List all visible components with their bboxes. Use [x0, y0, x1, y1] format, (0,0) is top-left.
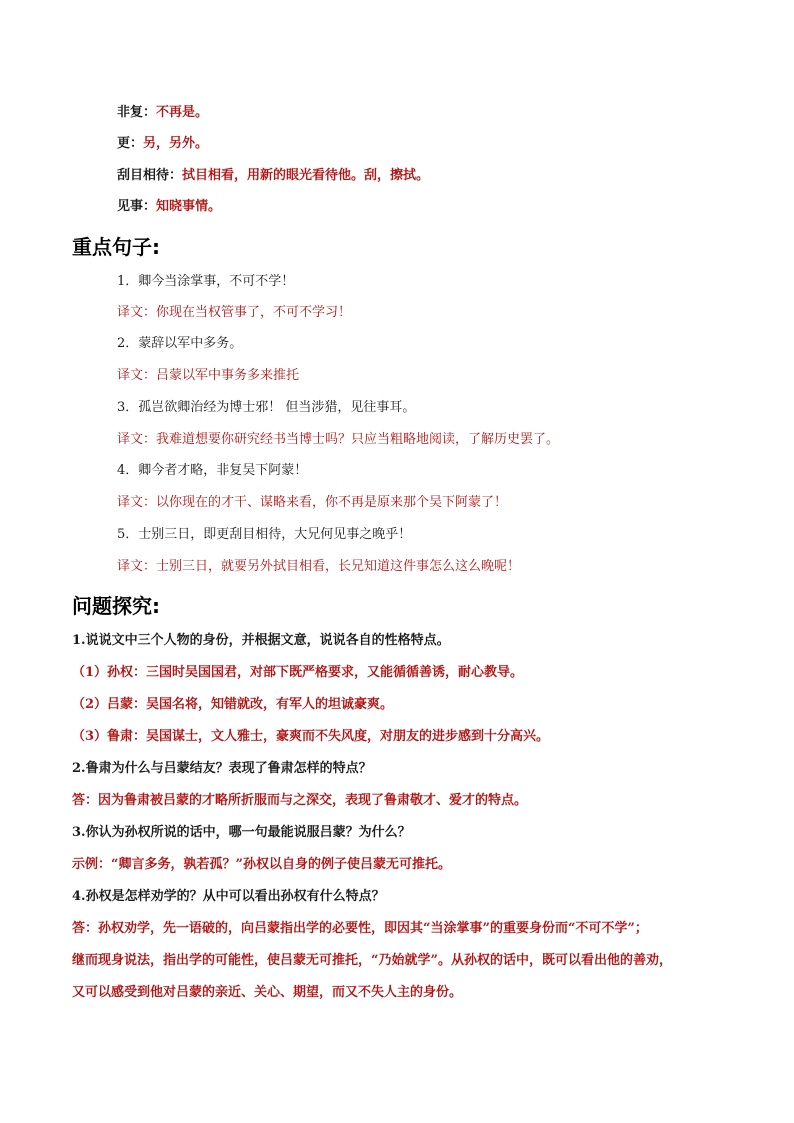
question-2: 2.鲁肃为什么与吕蒙结友？表现了鲁肃怎样的特点？ — [72, 761, 372, 776]
vocab-term: 非复： — [117, 105, 157, 120]
vocab-item — [117, 197, 221, 217]
vocab-definition: 另，另外。 — [143, 136, 209, 151]
sentence-number: 2． — [117, 336, 139, 351]
sentence-item — [117, 334, 242, 354]
vocab-definition: 知晓事情。 — [156, 199, 222, 214]
question-1: 1.说说文中三个人物的身份，并根据文意，说说各自的性格特点。 — [72, 633, 450, 648]
section-heading-inquiry: 问题探究: — [72, 594, 160, 618]
answer-line: 示例：“卿言多务，孰若孤？”孙权以自身的例子使吕蒙无可推托。 — [72, 857, 451, 872]
sentence-translation: 译文：士别三日，就要另外拭目相看，长兄知道这件事怎么这么晚呢！ — [117, 559, 521, 574]
answer-line: 答：因为鲁肃被吕蒙的才略所折服而与之深交，表现了鲁肃敬才、爱才的特点。 — [72, 793, 528, 808]
sentence-number: 3． — [117, 400, 139, 415]
vocab-definition: 拭目相看，用新的眼光看待他。刮，擦拭。 — [182, 168, 430, 183]
answer-line: 继而现身说法，指出学的可能性，使吕蒙无可推托，“乃始就学”。从孙权的话中，既可以看出他的善劝， — [72, 953, 672, 968]
question-3: 3.你认为孙权所说的话中，哪一句最能说服吕蒙？为什么？ — [72, 825, 411, 840]
answer-line: 又可以感受到他对吕蒙的亲近、关心、期望，而又不失人主的身份。 — [72, 985, 463, 1000]
sentence-item — [117, 272, 294, 292]
sentence-item — [117, 398, 415, 418]
question-4: 4.孙权是怎样劝学的？从中可以看出孙权有什么特点？ — [72, 889, 385, 904]
vocab-term: 刮目相待： — [117, 168, 183, 183]
answer-line: （2）吕蒙：吴国名将，知错就改，有军人的坦诚豪爽。 — [72, 697, 394, 712]
vocab-term: 更： — [117, 136, 144, 151]
vocab-definition: 不再是。 — [156, 105, 209, 120]
vocab-item — [117, 134, 208, 154]
sentence-item — [117, 525, 411, 545]
sentence-item — [117, 461, 307, 481]
answer-line: 答：孙权劝学，先一语破的，向吕蒙指出学的必要性，即因其“当涂掌事”的重要身份而“不可不学”； — [72, 921, 648, 936]
sentence-text: 蒙辞以军中多务。 — [138, 336, 243, 351]
answer-line: （3）鲁肃：吴国谋士，文人雅士，豪爽而不失风度，对朋友的进步感到十分高兴。 — [72, 729, 550, 744]
sentence-translation: 译文：我难道想要你研究经书当博士吗？只应当粗略地阅读，了解历史罢了。 — [117, 432, 560, 447]
sentence-text: 士别三日，即更刮目相待，大兄何见事之晚乎！ — [138, 527, 412, 542]
sentence-translation: 译文：吕蒙以军中事务多来推托 — [117, 368, 300, 383]
section-heading-key-sentences: 重点句子: — [72, 235, 160, 259]
vocab-item — [117, 166, 429, 186]
sentence-text: 孤岂欲卿治经为博士邪！ 但当涉猎，见往事耳。 — [138, 400, 416, 415]
sentence-translation: 译文：以你现在的才干、谋略来看，你不再是原来那个吴下阿蒙了！ — [117, 495, 508, 510]
sentence-number: 4． — [117, 463, 139, 478]
sentence-number: 5． — [117, 527, 139, 542]
vocab-term: 见事： — [117, 199, 157, 214]
answer-line: （1）孙权：三国时吴国国君，对部下既严格要求，又能循循善诱，耐心教导。 — [72, 665, 524, 680]
vocab-item — [117, 103, 208, 123]
sentence-text: 卿今当涂掌事，不可不学！ — [138, 274, 295, 289]
sentence-text: 卿今者才略，非复吴下阿蒙！ — [138, 463, 308, 478]
sentence-number: 1． — [117, 274, 139, 289]
sentence-translation: 译文：你现在当权管事了，不可不学习！ — [117, 305, 352, 320]
